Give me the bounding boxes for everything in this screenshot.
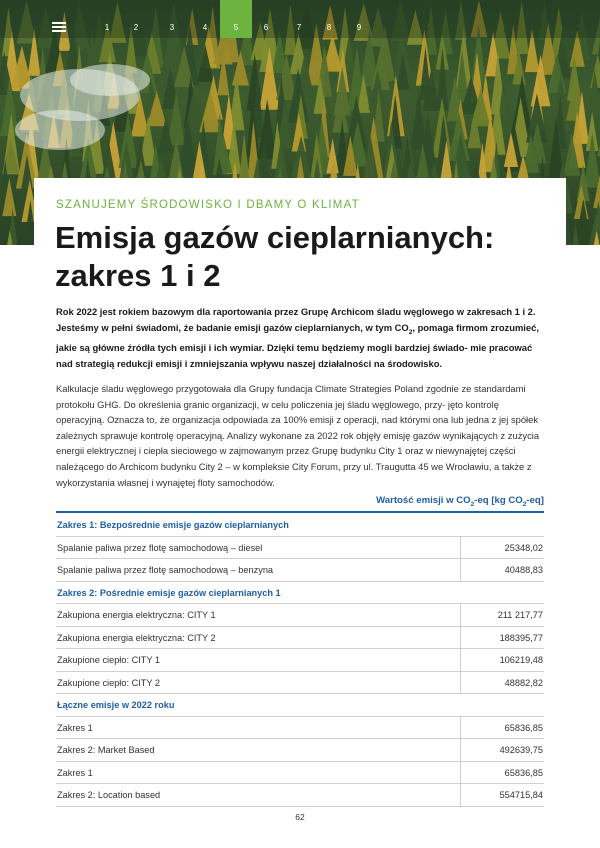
table-section-header: [56, 694, 544, 717]
row-label: Zakupione ciepło: CITY 2: [57, 677, 160, 688]
row-value: 554715,84: [499, 790, 543, 800]
table-section-header: [56, 514, 544, 537]
units-suffix: -eq]: [526, 495, 544, 506]
column-divider: [460, 649, 461, 671]
table-row: [56, 627, 544, 650]
nav-item-6[interactable]: 6: [263, 23, 269, 32]
row-label: Zakupione ciepło: CITY 1: [57, 655, 160, 665]
row-label: Zakres 2: Pośrednie emisje gazów cieplarnianych 1: [57, 587, 281, 598]
row-label: Spalanie paliwa przez flotę samochodową – diesel: [57, 542, 263, 553]
column-divider: [460, 672, 461, 694]
chapter-navigation: [0, 0, 600, 38]
table-row: [56, 559, 544, 582]
column-divider: [460, 604, 461, 626]
table-row: [56, 649, 544, 672]
row-value: 40488,83: [504, 565, 543, 575]
column-divider: [460, 559, 461, 581]
row-value: 211 217,77: [497, 610, 543, 620]
section-kicker: SZANUJEMY ŚRODOWISKO I DBAMY O KLIMAT: [56, 199, 360, 211]
units-prefix: Wartość emisji w CO: [376, 495, 471, 506]
units-sub-2: 2: [522, 500, 527, 508]
nav-item-1[interactable]: 1: [104, 23, 110, 32]
units-header: [330, 495, 544, 508]
row-label: Łączne emisje w 2022 roku: [57, 700, 175, 710]
column-divider: [460, 739, 461, 761]
lead-text-2: , pomaga firmom zrozumieć, jakie są główne źródła tych emisji i ich wymiar. Dzięki temu będziemy mogli bardziej świado- mie pracować nad strategią redukcji emisji i zmniejszania wpływu naszej działalności na środowisko.: [56, 321, 539, 369]
page-number: 62: [295, 812, 305, 822]
column-divider: [460, 762, 461, 784]
table-row: [56, 762, 544, 785]
row-value: 65836,85: [504, 722, 543, 733]
row-value: 25348,02: [504, 542, 543, 553]
emissions-table: [56, 514, 544, 807]
units-middle: -eq [kg CO: [474, 495, 523, 506]
lead-paragraph: [56, 304, 546, 371]
row-label: Zakres 1: Bezpośrednie emisje gazów cieplarnianych: [57, 520, 289, 530]
table-top-rule: [56, 511, 544, 513]
page-title: Emisja gazów cieplarnianych: zakres 1 i 2: [55, 220, 495, 293]
row-label: Spalanie paliwa przez flotę samochodową – benzyna: [57, 565, 274, 575]
nav-item-8[interactable]: 8: [326, 23, 332, 32]
row-label: Zakres 2: Market Based: [57, 745, 155, 755]
row-label: Zakupiona energia elektryczna: CITY 2: [57, 632, 216, 643]
row-value: 106219,48: [499, 655, 543, 665]
row-label: Zakres 1: [57, 767, 93, 778]
table-section-header: [56, 582, 544, 605]
table-row: [56, 784, 544, 807]
mist-shape: [15, 110, 105, 150]
nav-item-5[interactable]: 5: [220, 0, 252, 38]
lead-subscript: 2: [408, 328, 413, 336]
nav-item-3[interactable]: 3: [169, 23, 175, 32]
row-label: Zakres 1: [57, 722, 93, 733]
table-row: [56, 739, 544, 762]
nav-item-9[interactable]: 9: [356, 23, 362, 32]
nav-item-2[interactable]: 2: [133, 23, 139, 32]
column-divider: [460, 784, 461, 806]
column-divider: [460, 717, 461, 739]
nav-item-4[interactable]: 4: [202, 23, 208, 32]
row-value: 492639,75: [499, 745, 543, 755]
row-value: 48882,82: [504, 677, 543, 688]
table-row: [56, 604, 544, 627]
row-value: 65836,85: [504, 767, 543, 778]
column-divider: [460, 627, 461, 649]
column-divider: [460, 537, 461, 559]
row-label: Zakupiona energia elektryczna: CITY 1: [57, 610, 216, 620]
table-row: [56, 717, 544, 740]
row-label: Zakres 2: Location based: [57, 790, 161, 800]
table-row: [56, 537, 544, 560]
nav-item-7[interactable]: 7: [296, 23, 302, 32]
row-value: 188395,77: [499, 632, 543, 643]
units-sub-1: 2: [470, 500, 475, 508]
table-row: [56, 672, 544, 695]
lead-text-1: Rok 2022 jest rokiem bazowym dla raportowania przez Grupę Archicom śladu węglowego w zakresach 1 i 2. Jesteśmy w pełni świadomi, że badanie emisji gazów cieplarnianych, w tym CO: [56, 306, 536, 333]
menu-icon[interactable]: [52, 22, 66, 32]
mist-shape: [70, 64, 150, 96]
body-paragraph: Kalkulacje śladu węglowego przygotowała dla Grupy fundacja Climate Strategies Poland zgodnie ze standardami protokołu GHG. Do określenia granic organizacji, w celu policzenia jej śladu węglowego, przy- jęto kontrolę operacyjną. Oznacza to, że organizacja odpowiada za 100% emisji z operacji, nad którymi ona lub jedna z jej spółek zależnych sprawuje kontrolę operacyjną. Analizy wykonane za 2022 rok objęły emisję gazów wynikających z zużycia energii elektrycznej i ciepła sieciowego w zajmowanym przez Grupę budynku City 1 oraz w niewynajętej części należącego do Archicom budynku City 2 – w kompleksie City Forum, przy ul. Traugutta 45 we Wrocławiu, a także z wykorzystania własnej i wynajętej floty samochodów.: [56, 383, 540, 488]
